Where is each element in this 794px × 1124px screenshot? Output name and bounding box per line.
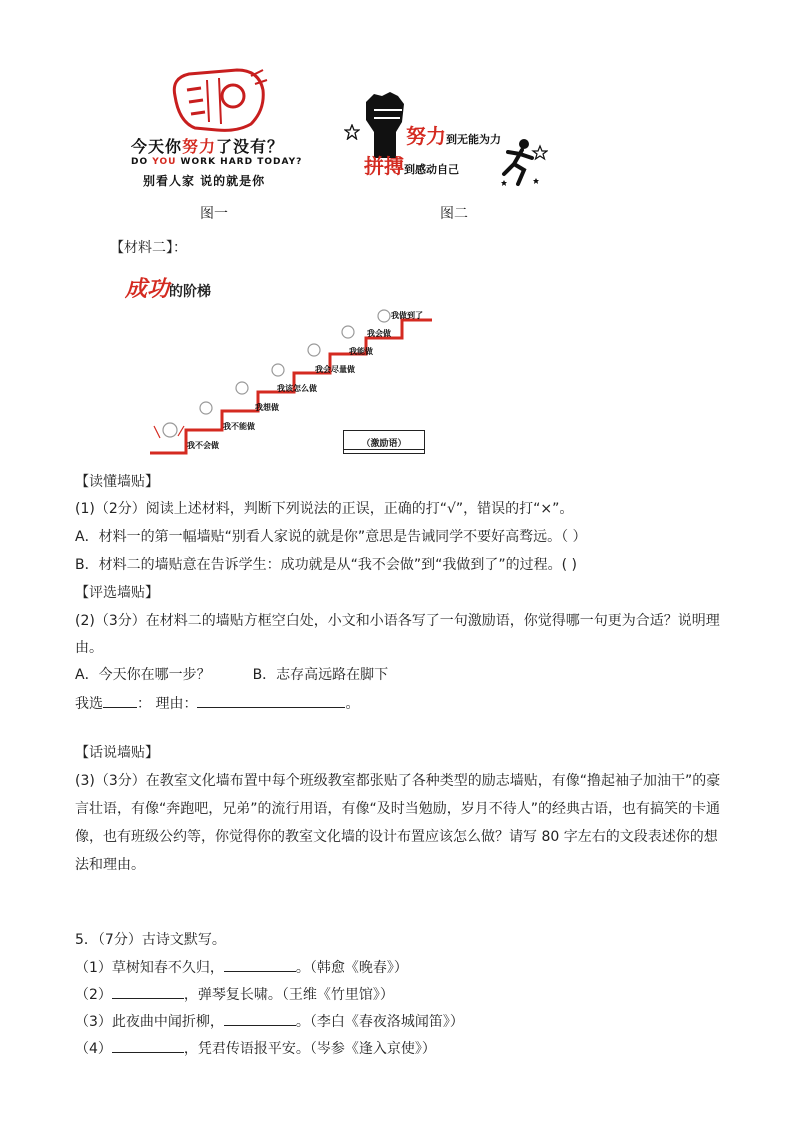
section2-heading: 【评选墙贴】 [75,585,159,601]
section1-statement-a: A．材料一的第一幅墙贴“别看人家说的就是你”意思是告诫同学不要好高骛远。（ ） [75,529,587,545]
figure-2-caption: 图二 [440,206,468,222]
stair-step-4: 我该怎么做 [277,384,317,393]
poem-line-3 [75,1011,464,1032]
poster2-big-2: 拼搏 [364,154,404,178]
section1-heading: 【读懂墙贴】 [75,474,159,490]
poem-1-source: 。（韩愈《晚春》） [295,960,408,976]
poster1-english-pre: DO [131,157,153,167]
reason-label: ： 理由： [137,696,198,712]
stair-step-6: 我能做 [349,347,373,356]
section1-question: (1)（2分）阅读上述材料，判断下列说法的正误，正确的打“√”，错误的打“×”。 [75,501,574,517]
stair-step-2: 我不能做 [223,422,255,431]
pointing-fist-icon [167,66,269,134]
section3-line2: 言壮语，有像“奔跑吧，兄弟”的流行用语，有像“及时当勉励，岁月不待人”的经典古语，也有搞笑的卡通 [75,801,721,817]
answer-end: 。 [345,696,360,712]
section3-heading: 【话说墙贴】 [75,745,159,761]
figure-1-caption: 图一 [200,206,228,222]
poem-4-text: （4） [75,1041,112,1057]
option-a: A．今天你在哪一步？ [75,667,211,683]
poster1-title-pre: 今天你 [131,137,183,156]
poem-1-text: （1）草树知春不久归， [75,960,224,976]
poster-2 [340,88,555,193]
choose-label: 我选 [75,696,103,712]
poem-line-1 [75,957,408,978]
poem-1-blank[interactable] [224,957,296,972]
section2-question-line2: 由。 [75,640,103,656]
poster1-english-red: YOU [152,157,177,167]
question5-title: 5．（7分）古诗文默写。 [75,932,226,948]
poster-1 [125,66,315,196]
poster2-big-1: 努力 [406,124,446,148]
poster2-small-2: 到感动自己 [404,163,459,176]
poem-line-4 [75,1038,436,1059]
section3-line3: 像，也有班级公约等，你觉得你的教室文化墙的设计布置应该怎么做？请写 80 字左右的文段表述你的想 [75,829,718,845]
section2-options [75,665,388,685]
poem-4-source: ，凭君传语报平安。（岑参《逢入京使》） [183,1041,436,1057]
stair-step-1: 我不会做 [187,441,219,450]
stair-step-3: 我想做 [255,403,279,412]
stair-step-5: 我会尽量做 [315,365,355,374]
poem-4-blank[interactable] [112,1038,184,1053]
slogan-box-label: （激励语） [361,438,407,449]
poster1-english-post: WORK HARD TODAY? [176,157,303,167]
stairs-title-rest: 的阶梯 [169,284,212,300]
poster1-title-post: 了没有？ [216,137,285,156]
material-2-heading: 【材料二】： [110,240,187,256]
poster1-title-mid: 努力 [182,137,217,156]
poem-3-text: （3）此夜曲中闻折柳， [75,1014,224,1030]
slogan-box [343,430,425,454]
choice-blank[interactable] [103,693,137,708]
option-b: B．志存高远路在脚下 [252,667,389,683]
poem-3-source: 。（李白《春夜洛城闻笛》） [295,1014,464,1030]
stair-step-7: 我会做 [367,329,391,338]
section3-line1: (3)（3分）在教室文化墙布置中每个班级教室都张贴了各种类型的励志墙贴，有像“撸起袖子加油干”的豪 [75,773,721,789]
stars-icon [498,144,548,188]
section2-answer-line [75,693,359,714]
star-icon [344,124,360,140]
poster2-small-1: 到无能为力 [446,133,501,146]
poem-2-blank[interactable] [112,984,184,999]
poster1-slogan: 别看人家 说的就是你 [143,174,266,188]
stairs-poster [125,268,445,463]
section1-statement-b: B．材料二的墙贴意在告诉学生：成功就是从“我不会做”到“我做到了”的过程。( ) [75,557,577,573]
section3-line4: 法和理由。 [75,857,145,873]
stairs-title-red: 成功 [125,277,170,302]
poem-3-blank[interactable] [224,1011,296,1026]
stair-step-8: 我做到了 [391,311,423,320]
reason-blank[interactable] [197,693,345,708]
poem-line-2 [75,984,394,1005]
poem-2-text: （2） [75,987,112,1003]
poem-2-source: ，弹琴复长啸。（王维《竹里馆》） [183,987,394,1003]
section2-question-line1: (2)（3分）在材料二的墙贴方框空白处，小文和小语各写了一句激励语，你觉得哪一句更为合适？说明理 [75,613,720,629]
